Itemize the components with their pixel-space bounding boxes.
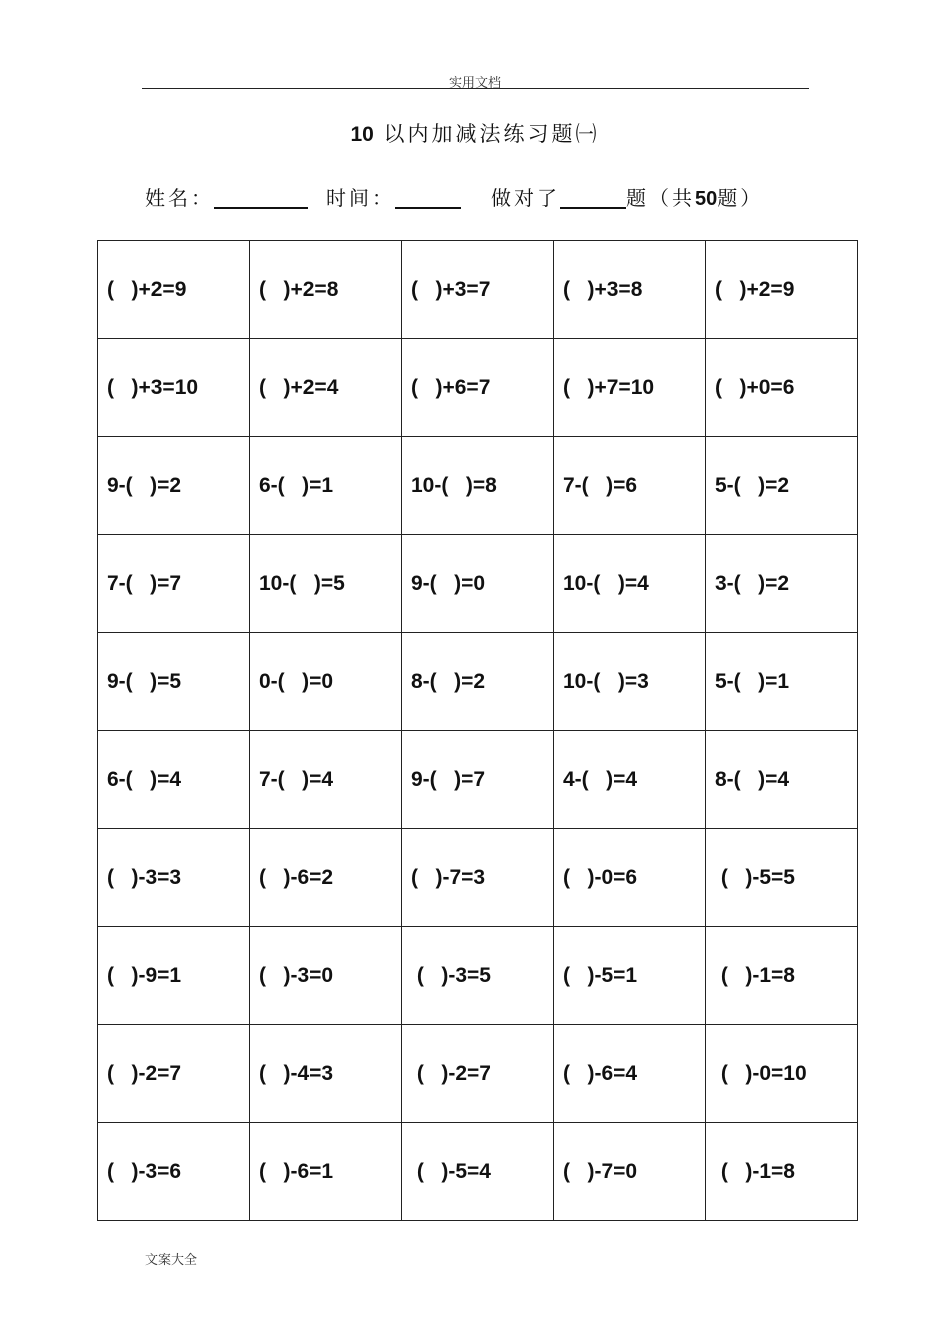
time-label: 时间： xyxy=(326,186,395,210)
questions-end: 题） xyxy=(717,186,764,210)
exercise-table xyxy=(97,240,858,1221)
exercise-cell: ( )-0=6 xyxy=(554,829,706,927)
exercise-cell: 9-( )=2 xyxy=(98,437,250,535)
exercise-cell: 9-( )=7 xyxy=(402,731,554,829)
header-rule xyxy=(142,88,809,89)
time-blank[interactable] xyxy=(395,185,461,209)
exercise-cell: ( )-2=7 xyxy=(402,1025,554,1123)
exercise-cell: ( )-3=6 xyxy=(98,1123,250,1221)
student-info-line xyxy=(145,182,763,211)
exercise-cell: ( )-3=5 xyxy=(402,927,554,1025)
exercise-cell: 7-( )=7 xyxy=(98,535,250,633)
exercise-row xyxy=(98,829,858,927)
exercise-row xyxy=(98,731,858,829)
worksheet-title xyxy=(0,118,950,148)
exercise-cell: ( )-1=8 xyxy=(706,1123,858,1221)
exercise-cell: ( )-4=3 xyxy=(250,1025,402,1123)
exercise-cell: 6-( )=1 xyxy=(250,437,402,535)
exercise-cell: 7-( )=6 xyxy=(554,437,706,535)
title-text: 以内加减法练习题㈠ xyxy=(383,122,600,146)
exercise-row xyxy=(98,1123,858,1221)
exercise-cell: ( )+2=9 xyxy=(98,241,250,339)
exercise-cell: ( )-1=8 xyxy=(706,927,858,1025)
exercise-cell: ( )-3=0 xyxy=(250,927,402,1025)
title-number: 10 xyxy=(350,123,374,146)
name-label: 姓名： xyxy=(145,186,214,210)
exercise-row xyxy=(98,339,858,437)
exercise-cell: ( )+2=9 xyxy=(706,241,858,339)
exercise-cell: ( )+3=8 xyxy=(554,241,706,339)
exercise-cell: 5-( )=2 xyxy=(706,437,858,535)
exercise-cell: 0-( )=0 xyxy=(250,633,402,731)
page-header: 实用文档 xyxy=(448,76,501,91)
exercise-cell: 8-( )=4 xyxy=(706,731,858,829)
page-footer: 文案大全 xyxy=(145,1253,198,1268)
exercise-cell: 3-( )=2 xyxy=(706,535,858,633)
exercise-cell: ( )+3=10 xyxy=(98,339,250,437)
name-blank[interactable] xyxy=(214,185,308,209)
exercise-cell: ( )-5=1 xyxy=(554,927,706,1025)
exercise-cell: ( )-5=5 xyxy=(706,829,858,927)
exercise-cell: ( )-7=0 xyxy=(554,1123,706,1221)
exercise-cell: 10-( )=3 xyxy=(554,633,706,731)
exercise-row xyxy=(98,241,858,339)
exercise-cell: ( )+0=6 xyxy=(706,339,858,437)
exercise-cell: 7-( )=4 xyxy=(250,731,402,829)
exercise-cell: 9-( )=5 xyxy=(98,633,250,731)
exercise-cell: 10-( )=8 xyxy=(402,437,554,535)
exercise-cell: ( )-5=4 xyxy=(402,1123,554,1221)
correct-count-blank[interactable] xyxy=(560,185,626,209)
exercise-row xyxy=(98,927,858,1025)
exercise-row xyxy=(98,535,858,633)
exercise-cell: ( )+3=7 xyxy=(402,241,554,339)
exercise-cell: ( )+6=7 xyxy=(402,339,554,437)
correct-label: 做对了 xyxy=(491,186,560,210)
exercise-cell: ( )-3=3 xyxy=(98,829,250,927)
exercise-row xyxy=(98,437,858,535)
exercise-cell: ( )+2=4 xyxy=(250,339,402,437)
exercise-cell: ( )+2=8 xyxy=(250,241,402,339)
exercise-cell: 5-( )=1 xyxy=(706,633,858,731)
total-questions: 50 xyxy=(695,188,718,210)
exercise-row xyxy=(98,1025,858,1123)
exercise-cell: 9-( )=0 xyxy=(402,535,554,633)
questions-word: 题（共 xyxy=(626,186,695,210)
exercise-cell: ( )-6=2 xyxy=(250,829,402,927)
exercise-row xyxy=(98,633,858,731)
exercise-cell: 10-( )=5 xyxy=(250,535,402,633)
exercise-cell: ( )-0=10 xyxy=(706,1025,858,1123)
exercise-cell: ( )-6=4 xyxy=(554,1025,706,1123)
exercise-cell: 4-( )=4 xyxy=(554,731,706,829)
exercise-cell: ( )-6=1 xyxy=(250,1123,402,1221)
exercise-cell: ( )-2=7 xyxy=(98,1025,250,1123)
exercise-cell: ( )+7=10 xyxy=(554,339,706,437)
exercise-cell: 10-( )=4 xyxy=(554,535,706,633)
exercise-cell: ( )-7=3 xyxy=(402,829,554,927)
exercise-cell: 8-( )=2 xyxy=(402,633,554,731)
exercise-cell: 6-( )=4 xyxy=(98,731,250,829)
exercise-cell: ( )-9=1 xyxy=(98,927,250,1025)
